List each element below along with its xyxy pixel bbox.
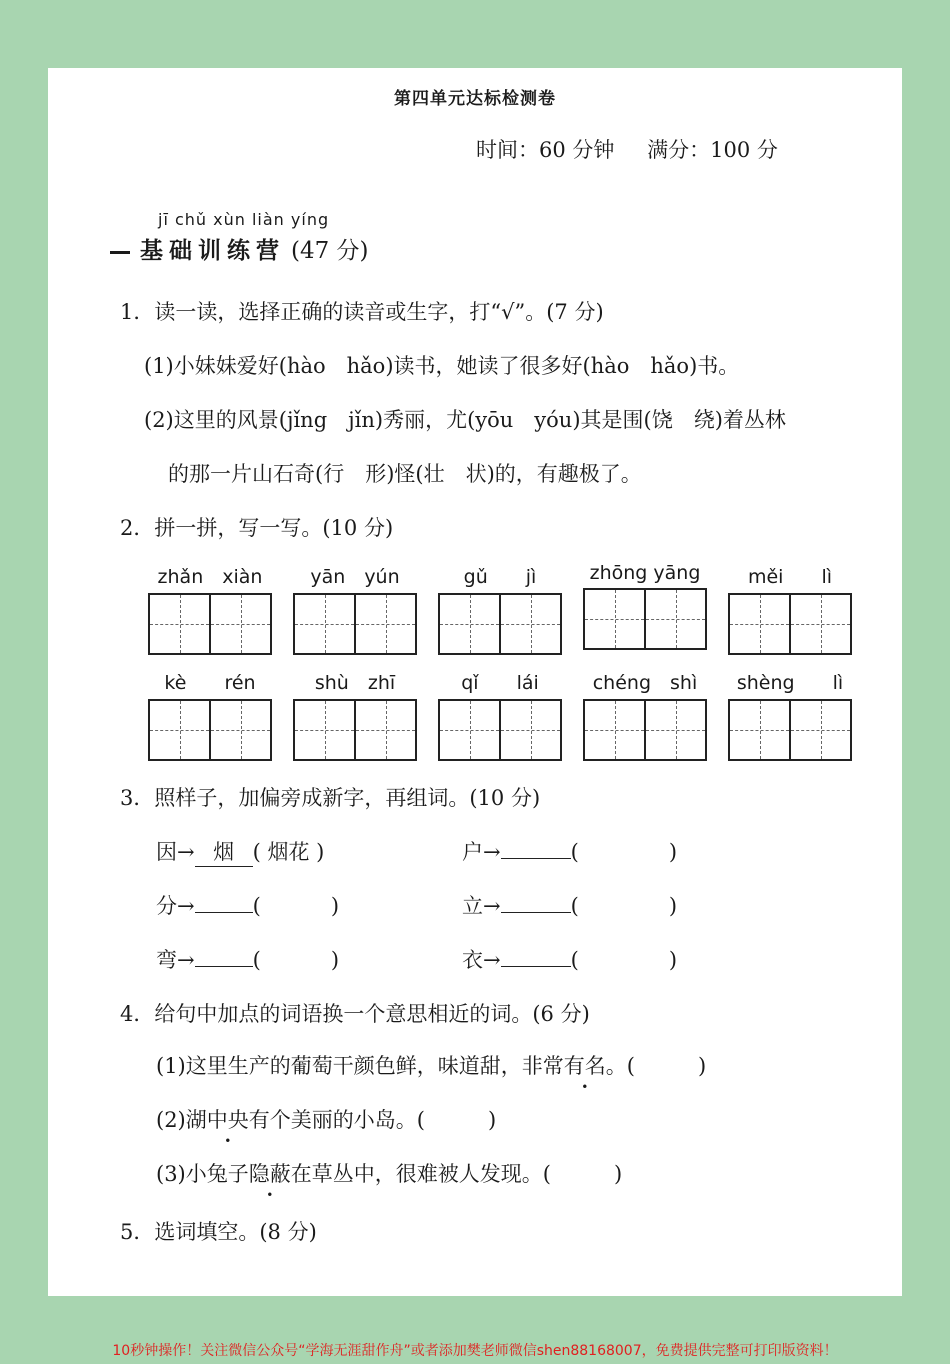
writing-grid[interactable] <box>728 699 852 761</box>
item-char: 弯→ <box>156 948 195 972</box>
pinyin-label: měi lì <box>747 566 833 588</box>
item-char: 户→ <box>462 840 501 864</box>
item-char: 分→ <box>156 894 195 918</box>
pinyin-group <box>148 668 272 761</box>
writing-grid[interactable] <box>293 699 417 761</box>
answer-blank[interactable] <box>501 946 571 967</box>
pinyin-group <box>148 562 272 655</box>
pinyin-label: shèng lì <box>736 672 844 694</box>
q3-item: 分→ ( ) <box>156 894 340 918</box>
pinyin-group <box>293 668 417 761</box>
q1-line1: (1)小妹妹爱好(hào hǎo)读书，她读了很多好(hào hǎo)书。 <box>144 354 740 378</box>
section-heading <box>110 232 369 265</box>
answer-blank[interactable] <box>501 892 571 913</box>
exam-paper <box>48 68 902 1296</box>
example-char: 因→ <box>156 840 195 864</box>
writing-grid[interactable] <box>438 593 562 655</box>
pinyin-group <box>728 562 852 655</box>
promo-footer: 10秒钟操作！关注微信公众号“学海无涯甜作舟”或者添加樊老师微信shen88168007，免费提供完整可打印版资料！ <box>112 1343 838 1359</box>
writing-grid[interactable] <box>583 699 707 761</box>
q4-sentence2: (2)湖中央有个美丽的小岛。( ) <box>156 1108 497 1132</box>
time-score-info <box>476 134 782 164</box>
time-label: 时间：60 分钟 <box>476 138 615 162</box>
q3-item: 立→ ( ) <box>462 894 678 918</box>
q1-title: 1．读一读，选择正确的读音或生字，打“√”。(7 分) <box>120 300 604 324</box>
q3-example <box>156 836 324 867</box>
pinyin-label: gǔ jì <box>463 566 537 588</box>
dotted-word: 隐蔽 <box>248 1162 291 1186</box>
section-score: (47 分) <box>291 238 369 264</box>
pinyin-group <box>438 562 562 655</box>
pinyin-label: zhōng yāng <box>589 562 701 584</box>
writing-grid[interactable] <box>293 593 417 655</box>
item-char: 立→ <box>462 894 501 918</box>
q4-sentence3: (3)小兔子隐蔽在草丛中，很难被人发现。( ) <box>156 1162 623 1186</box>
example-answer: 烟 <box>195 836 253 867</box>
pinyin-group <box>293 562 417 655</box>
pinyin-group <box>728 668 852 761</box>
pinyin-label: zhǎn xiàn <box>157 566 263 588</box>
answer-blank[interactable] <box>501 838 571 859</box>
q1-line3: 的那一片山石奇(行 形)怪(壮 状)的，有趣极了。 <box>168 462 642 486</box>
dotted-word: 有名 <box>563 1054 606 1078</box>
pinyin-label: kè rén <box>164 672 256 694</box>
q3-item: 衣→ ( ) <box>462 948 678 972</box>
answer-blank[interactable] <box>195 946 253 967</box>
q4-title: 4．给句中加点的词语换一个意思相近的词。(6 分) <box>120 1002 590 1026</box>
writing-grid[interactable] <box>148 593 272 655</box>
section-pinyin: jī chǔ xùn liàn yíng <box>158 210 330 229</box>
pinyin-label: yān yún <box>310 566 400 588</box>
writing-grid[interactable] <box>438 699 562 761</box>
pinyin-group <box>583 668 707 761</box>
pinyin-label: chéng shì <box>592 672 698 694</box>
pinyin-label: shù zhī <box>314 672 396 694</box>
q3-title: 3．照样子，加偏旁成新字，再组词。(10 分) <box>120 786 541 810</box>
pinyin-label: qǐ lái <box>461 672 539 694</box>
section-title: 基础训练营 <box>140 237 285 264</box>
dash-icon <box>110 251 130 254</box>
q4-sentence1: (1)这里生产的葡萄干颜色鲜，味道甜，非常有名。( ) <box>156 1054 707 1078</box>
pinyin-group <box>583 562 707 650</box>
q3-item: 弯→ ( ) <box>156 948 340 972</box>
answer-blank[interactable] <box>195 892 253 913</box>
score-label: 满分：100 分 <box>647 138 778 162</box>
page-title: 第四单元达标检测卷 <box>394 89 556 109</box>
example-word: ( 烟花 ) <box>252 840 325 864</box>
q3-item: 户→ ( ) <box>462 840 678 864</box>
writing-grid[interactable] <box>728 593 852 655</box>
item-char: 衣→ <box>462 948 501 972</box>
q1-line2: (2)这里的风景(jǐng jǐn)秀丽，尤(yōu yóu)其是围(饶 绕)着丛林 <box>144 408 786 432</box>
dotted-word: 中央 <box>206 1108 249 1132</box>
writing-grid[interactable] <box>148 699 272 761</box>
q2-title: 2．拼一拼，写一写。(10 分) <box>120 516 394 540</box>
pinyin-group <box>438 668 562 761</box>
q5-title: 5．选词填空。(8 分) <box>120 1220 317 1244</box>
writing-grid[interactable] <box>583 588 707 650</box>
